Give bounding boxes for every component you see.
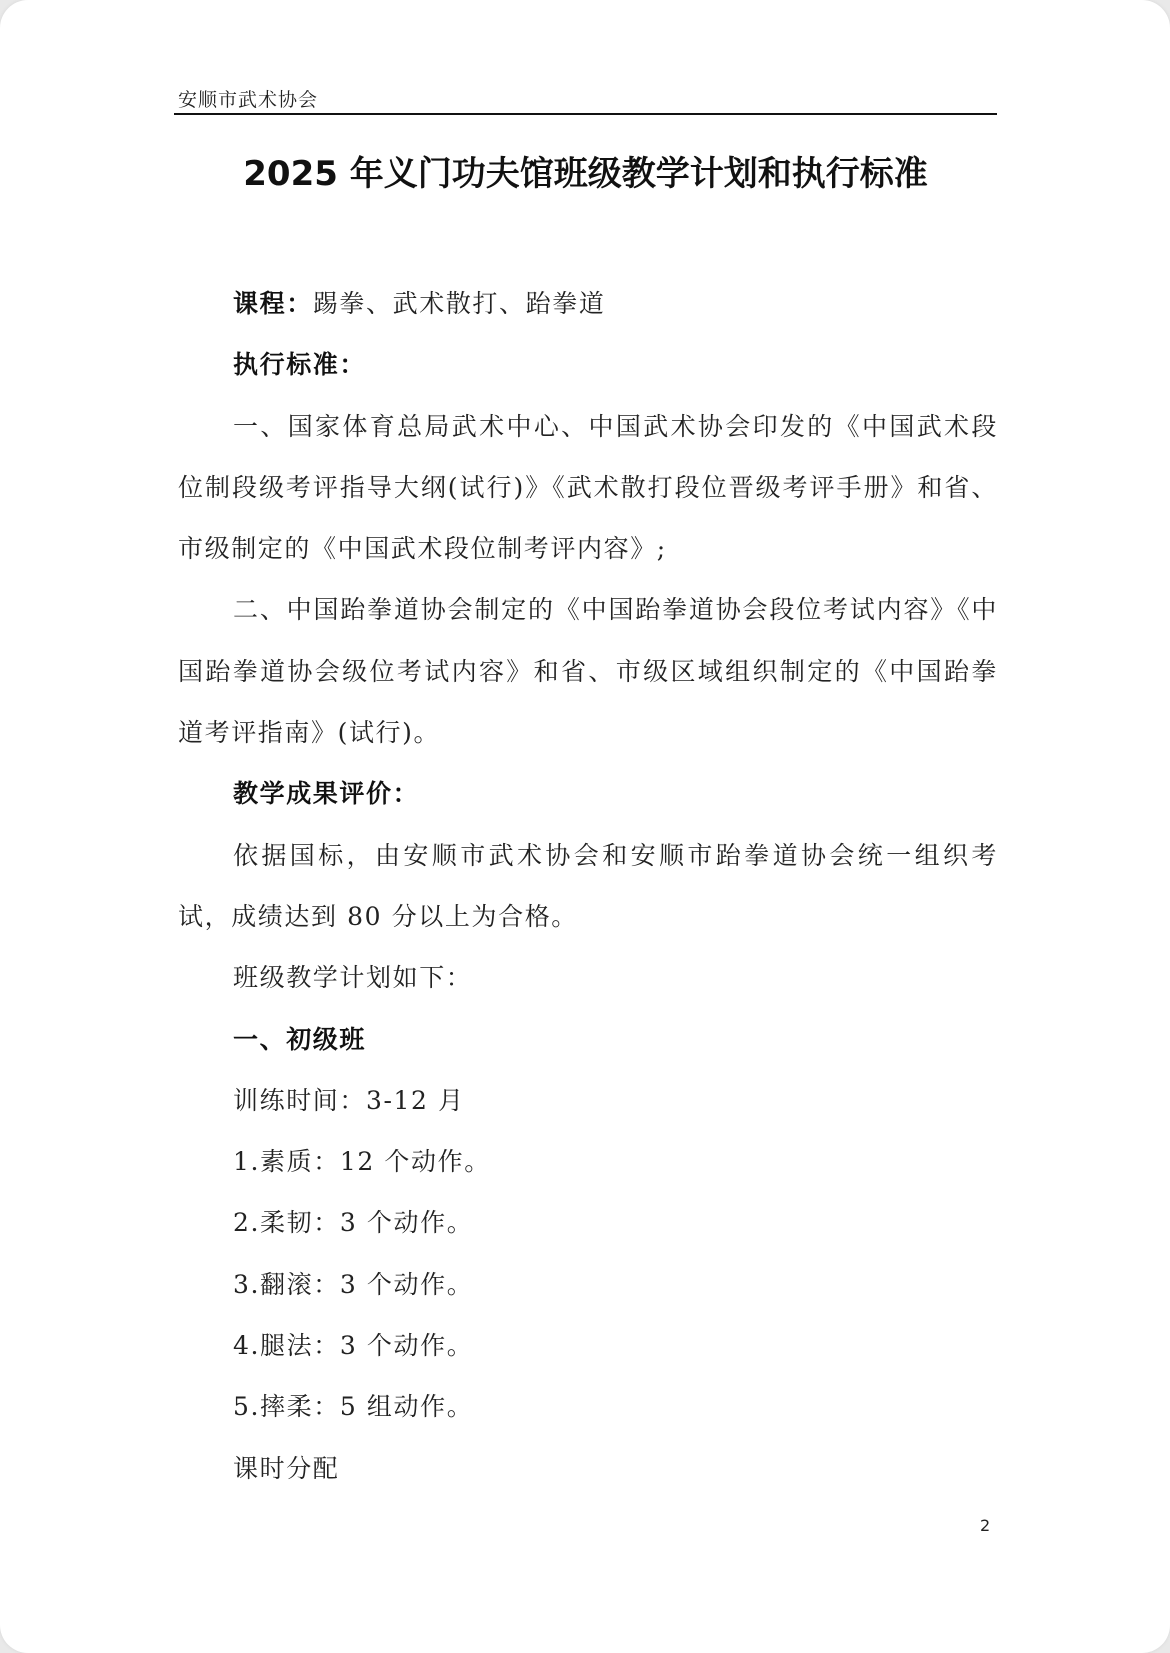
standards-item-1: 一、国家体育总局武术中心、中国武术协会印发的《中国武术段位制段级考评指导大纲(试行)》《武术散打段位晋级考评手册》和省、市级制定的《中国武术段位制考评内容》; bbox=[178, 411, 998, 564]
header-divider bbox=[174, 113, 997, 115]
course-value: 踢拳、武术散打、跆拳道 bbox=[312, 289, 606, 318]
course-line bbox=[178, 273, 998, 334]
training-time: 训练时间：3-12 月 bbox=[233, 1085, 465, 1115]
hours-allocation-label: 课时分配 bbox=[233, 1453, 340, 1483]
evaluation-text: 依据国标，由安顺市武术协会和安顺市跆拳道协会统一组织考试，成绩达到 80 分以上为合格。 bbox=[178, 840, 998, 931]
document-title: 2025 年义门功夫馆班级教学计划和执行标准 bbox=[243, 154, 928, 194]
standards-item-2: 二、中国跆拳道协会制定的《中国跆拳道协会段位考试内容》《中国跆拳道协会级位考试内容》和省、市级区域组织制定的《中国跆拳道考评指南》(试行)。 bbox=[178, 595, 998, 748]
plan-item: 5.摔柔：5 组动作。 bbox=[233, 1392, 474, 1422]
class-heading-beginner: 一、初级班 bbox=[233, 1024, 367, 1054]
header-organization: 安顺市武术协会 bbox=[178, 89, 319, 111]
plan-item: 4.腿法：3 个动作。 bbox=[233, 1331, 474, 1361]
evaluation-heading: 教学成果评价： bbox=[233, 779, 420, 809]
page-number: 2 bbox=[980, 1516, 991, 1535]
document-body bbox=[178, 273, 998, 1499]
plan-item: 3.翻滚：3 个动作。 bbox=[233, 1269, 474, 1299]
standards-heading: 执行标准： bbox=[233, 350, 367, 380]
plan-item: 1.素质：12 个动作。 bbox=[233, 1147, 491, 1177]
course-label: 课程： bbox=[233, 289, 313, 318]
plan-intro: 班级教学计划如下： bbox=[233, 963, 473, 993]
plan-item: 2.柔韧：3 个动作。 bbox=[233, 1208, 474, 1238]
